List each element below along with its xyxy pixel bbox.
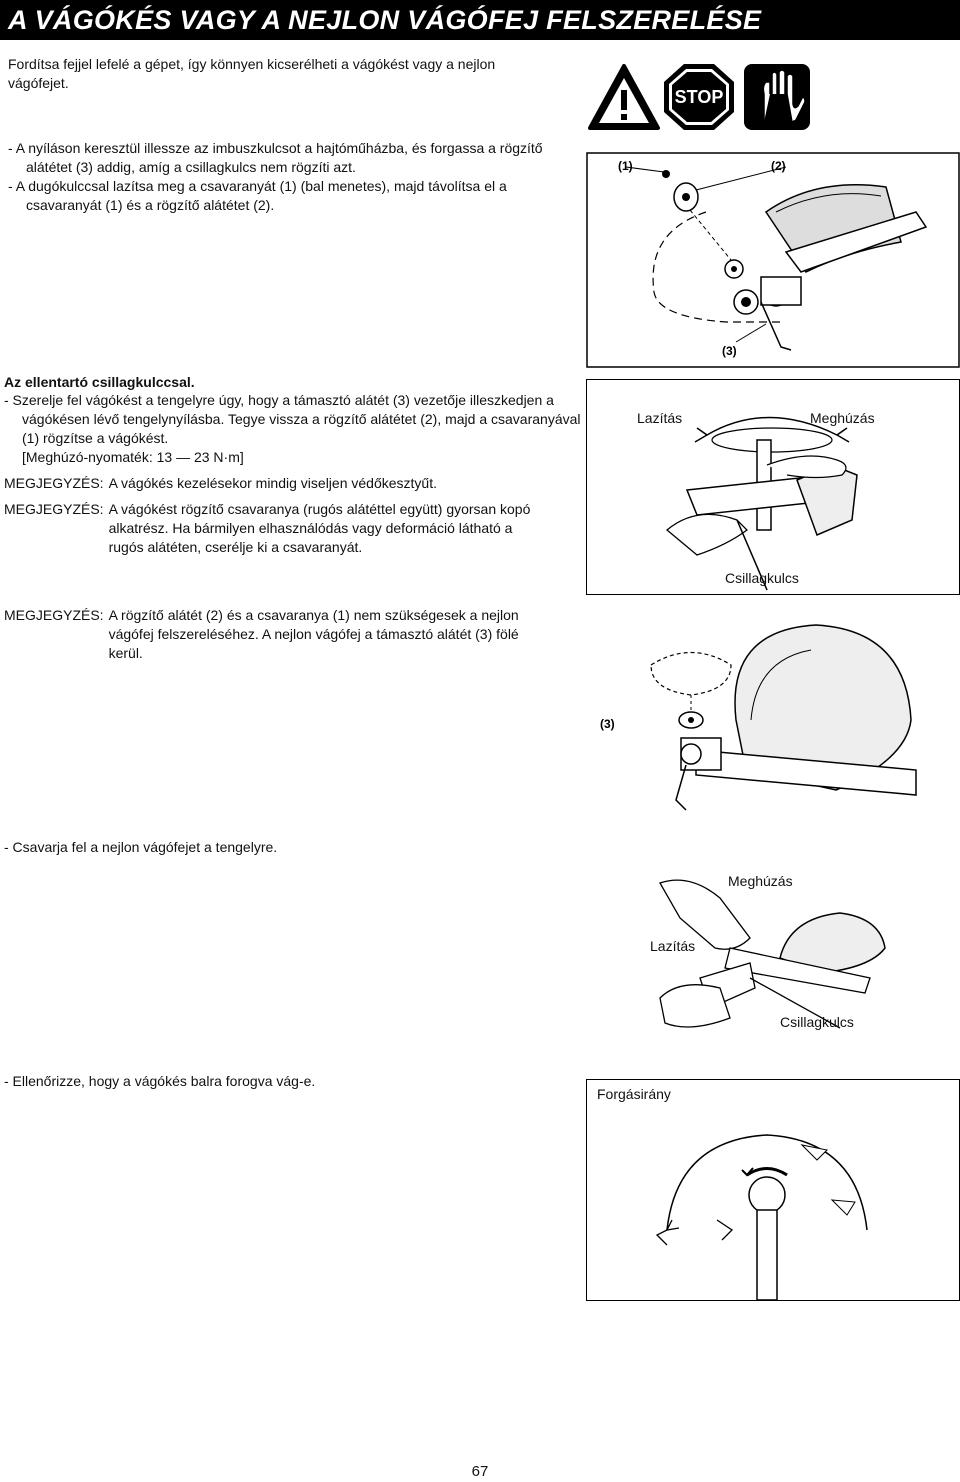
note-label: MEGJEGYZÉS: <box>4 475 104 491</box>
fig3-label-3: (3) <box>600 717 615 731</box>
fig1-disassembly-diagram <box>586 152 960 368</box>
note-nut-wear <box>4 500 544 557</box>
step-screw-head: - Csavarja fel a nejlon vágófejet a tengelyre. <box>4 839 278 855</box>
fig2-loosen-label: Lazítás <box>637 410 683 426</box>
page-number: 67 <box>471 1463 489 1480</box>
fig2-wrench-label: Csillagkulcs <box>725 570 799 586</box>
step-insert-key: - A nyíláson keresztül illessze az imbuszkulcsot a hajtóműházba, és forgassa a rögzítő alátétet (3) addig, amíg a csillagkulcs nem rögzíti azt. <box>8 140 543 175</box>
fig4-tighten-label: Meghúzás <box>728 873 793 889</box>
note-label: MEGJEGYZÉS: <box>4 607 104 623</box>
note-text: A rögzítő alátét (2) és a csavaranya (1) nem szükségesek a nejlon vágófej felszereléséhez. A nejlon vágófej a támasztó alátét (3) fölé kerül. <box>108 607 519 661</box>
fig5-direction-label: Forgásirány <box>597 1086 671 1102</box>
stop-sign-icon <box>664 64 734 130</box>
step-loosen-nut: - A dugókulccsal lazítsa meg a csavaranyát (1) (bal menetes), majd távolítsa el a csavaranyát (1) és a rögzítő alátétet (2). <box>8 178 507 213</box>
svg-text:STOP: STOP <box>674 87 724 107</box>
fig4-loosen-label: Lazítás <box>650 938 696 954</box>
title-banner <box>0 0 960 40</box>
fig2-tighten-label: Meghúzás <box>810 410 875 426</box>
fig1-label-2: (2) <box>771 159 786 173</box>
section2-instruction: - Szerelje fel vágókést a tengelyre úgy, hogy a támasztó alátét (3) vezetője illeszkedjen a vágókésen lévő tengelynyílásba. Tegye vissza a rögzítő alátétet (2), majd a csavaranyával (1) rögzítse a vágókést. <box>4 392 581 446</box>
fig1-label-1: (1) <box>618 159 633 173</box>
warning-icons <box>586 60 814 134</box>
note-text: A vágókés kezelésekor mindig viseljen védőkesztyűt. <box>108 475 437 491</box>
fig1-label-3: (3) <box>722 344 737 358</box>
glove-icon <box>744 64 810 130</box>
note-text: A vágókést rögzítő csavaranya (rugós alátéttel együtt) gyorsan kopó alkatrész. Ha bármilyen elhasználódás vagy deformáció látható a rugós alátéten, cserélje ki a csavaranyát. <box>108 501 531 555</box>
warning-triangle-icon <box>590 66 658 128</box>
fig5-rotation-diagram <box>586 1079 960 1301</box>
section2-heading: Az ellentartó csillagkulccsal. <box>4 374 195 390</box>
intro-text: Fordítsa fejjel lefelé a gépet, így könnyen kicserélheti a vágókést vagy a nejlon vágófejet. <box>8 56 496 91</box>
note-label: MEGJEGYZÉS: <box>4 501 104 517</box>
fig4-nylon-tightening-diagram <box>640 858 940 1038</box>
fig3-nylon-head-diagram <box>586 620 926 820</box>
fig2-tightening-diagram <box>586 379 960 595</box>
step-check-direction: - Ellenőrizze, hogy a vágókés balra forogva vág-e. <box>4 1073 316 1089</box>
page-title: A VÁGÓKÉS VAGY A NEJLON VÁGÓFEJ FELSZERELÉSE <box>8 5 762 35</box>
fig4-wrench-label: Csillagkulcs <box>780 1014 854 1030</box>
torque-spec: [Meghúzó-nyomaték: 13 — 23 N·m] <box>22 449 244 465</box>
note-gloves <box>4 474 574 493</box>
note-nylon-head <box>4 606 556 663</box>
